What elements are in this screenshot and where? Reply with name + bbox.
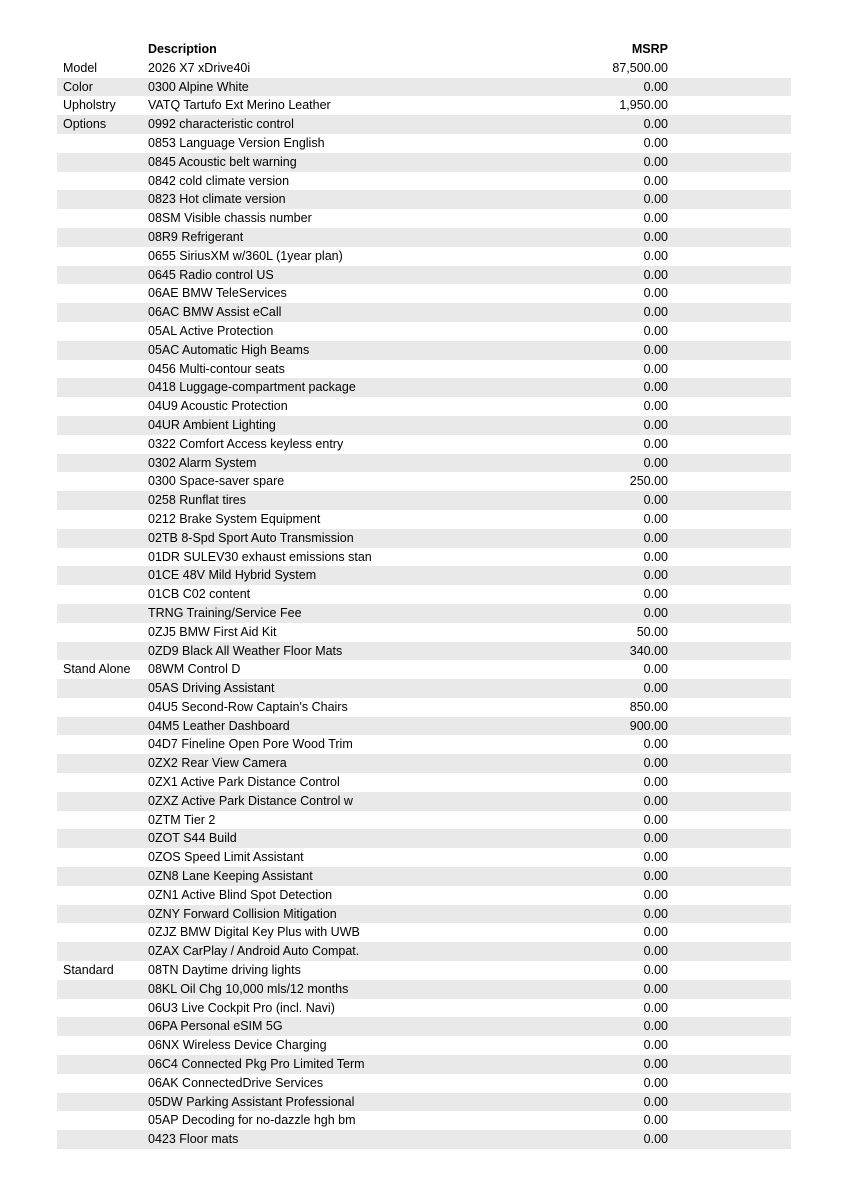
row-description: 0823 Hot climate version xyxy=(148,192,286,207)
row-category: Standard xyxy=(63,963,114,978)
row-msrp: 0.00 xyxy=(643,568,668,583)
spec-table xyxy=(57,40,791,1149)
row-msrp: 0.00 xyxy=(643,549,668,564)
row-description: 08TN Daytime driving lights xyxy=(148,963,301,978)
row-description: 02TB 8-Spd Sport Auto Transmission xyxy=(148,530,354,545)
row-description: 0ZXZ Active Park Distance Control w xyxy=(148,793,353,808)
row-msrp: 0.00 xyxy=(643,1000,668,1015)
table-row xyxy=(57,829,791,848)
table-row xyxy=(57,566,791,585)
table-row xyxy=(57,754,791,773)
row-description: 0655 SiriusXM w/360L (1year plan) xyxy=(148,248,343,263)
row-description: 08WM Control D xyxy=(148,662,241,677)
table-row xyxy=(57,397,791,416)
table-row xyxy=(57,942,791,961)
table-row xyxy=(57,134,791,153)
row-msrp: 0.00 xyxy=(643,737,668,752)
row-description: 01CB C02 content xyxy=(148,587,251,602)
header-msrp: MSRP xyxy=(631,42,668,56)
row-description: 08SM Visible chassis number xyxy=(148,211,312,226)
table-row xyxy=(57,341,791,360)
table-row xyxy=(57,322,791,341)
row-msrp: 0.00 xyxy=(643,493,668,508)
row-description: 0ZAX CarPlay / Android Auto Compat. xyxy=(148,944,360,959)
row-description: 06U3 Live Cockpit Pro (incl. Navi) xyxy=(148,1000,335,1015)
row-description: 06NX Wireless Device Charging xyxy=(148,1038,327,1053)
table-row xyxy=(57,96,791,115)
row-description: 01CE 48V Mild Hybrid System xyxy=(148,568,317,583)
row-msrp: 0.00 xyxy=(643,1038,668,1053)
table-row xyxy=(57,416,791,435)
table-row xyxy=(57,1036,791,1055)
table-row xyxy=(57,172,791,191)
row-description: 01DR SULEV30 exhaust emissions stan xyxy=(148,549,372,564)
table-row xyxy=(57,59,791,78)
row-msrp: 0.00 xyxy=(643,587,668,602)
table-row xyxy=(57,378,791,397)
row-description: TRNG Training/Service Fee xyxy=(148,605,302,620)
row-msrp: 0.00 xyxy=(643,605,668,620)
table-row xyxy=(57,153,791,172)
row-description: 04UR Ambient Lighting xyxy=(148,417,276,432)
row-msrp: 900.00 xyxy=(629,718,668,733)
row-description: 04U5 Second-Row Captain's Chairs xyxy=(148,699,348,714)
table-row xyxy=(57,228,791,247)
row-msrp: 50.00 xyxy=(636,624,668,639)
row-description: 0300 Alpine White xyxy=(148,79,249,94)
table-row xyxy=(57,1074,791,1093)
table-row xyxy=(57,961,791,980)
row-msrp: 0.00 xyxy=(643,79,668,94)
row-msrp: 0.00 xyxy=(643,211,668,226)
row-msrp: 0.00 xyxy=(643,305,668,320)
row-msrp: 0.00 xyxy=(643,417,668,432)
table-row xyxy=(57,717,791,736)
table-row xyxy=(57,284,791,303)
table-row xyxy=(57,773,791,792)
row-msrp: 0.00 xyxy=(643,756,668,771)
row-category: Options xyxy=(63,117,107,132)
row-description: 0ZJ5 BMW First Aid Kit xyxy=(148,624,277,639)
row-description: 05AC Automatic High Beams xyxy=(148,342,310,357)
row-msrp: 250.00 xyxy=(629,474,668,489)
table-header-row xyxy=(57,40,791,59)
row-description: 0845 Acoustic belt warning xyxy=(148,154,297,169)
table-row xyxy=(57,604,791,623)
row-msrp: 0.00 xyxy=(643,793,668,808)
row-msrp: 0.00 xyxy=(643,1075,668,1090)
row-description: 0853 Language Version English xyxy=(148,135,325,150)
row-msrp: 0.00 xyxy=(643,530,668,545)
row-msrp: 0.00 xyxy=(643,135,668,150)
row-msrp: 0.00 xyxy=(643,267,668,282)
row-description: 0ZOS Speed Limit Assistant xyxy=(148,850,304,865)
row-msrp: 0.00 xyxy=(643,775,668,790)
table-row xyxy=(57,435,791,454)
table-row xyxy=(57,735,791,754)
row-description: 0ZTM Tier 2 xyxy=(148,812,216,827)
table-row xyxy=(57,980,791,999)
row-description: 0456 Multi-contour seats xyxy=(148,361,285,376)
row-msrp: 0.00 xyxy=(643,248,668,263)
row-description: 0322 Comfort Access keyless entry xyxy=(148,436,344,451)
row-description: 05AL Active Protection xyxy=(148,323,274,338)
row-description: 0ZX1 Active Park Distance Control xyxy=(148,775,340,790)
row-msrp: 0.00 xyxy=(643,399,668,414)
table-row xyxy=(57,792,791,811)
table-row xyxy=(57,642,791,661)
row-msrp: 0.00 xyxy=(643,850,668,865)
row-msrp: 0.00 xyxy=(643,1113,668,1128)
row-msrp: 0.00 xyxy=(643,455,668,470)
table-row xyxy=(57,848,791,867)
row-description: 0212 Brake System Equipment xyxy=(148,511,321,526)
row-msrp: 0.00 xyxy=(643,192,668,207)
row-msrp: 0.00 xyxy=(643,323,668,338)
table-row xyxy=(57,266,791,285)
table-row xyxy=(57,454,791,473)
table-row xyxy=(57,999,791,1018)
row-description: 06PA Personal eSIM 5G xyxy=(148,1019,283,1034)
row-msrp: 0.00 xyxy=(643,229,668,244)
row-msrp: 0.00 xyxy=(643,173,668,188)
table-row xyxy=(57,1093,791,1112)
row-msrp: 0.00 xyxy=(643,380,668,395)
row-msrp: 0.00 xyxy=(643,154,668,169)
table-row xyxy=(57,548,791,567)
row-description: 0ZN1 Active Blind Spot Detection xyxy=(148,887,333,902)
row-msrp: 0.00 xyxy=(643,1019,668,1034)
table-row xyxy=(57,247,791,266)
table-row xyxy=(57,623,791,642)
table-row xyxy=(57,698,791,717)
row-description: 0258 Runflat tires xyxy=(148,493,246,508)
row-msrp: 0.00 xyxy=(643,361,668,376)
table-row xyxy=(57,209,791,228)
row-msrp: 0.00 xyxy=(643,1094,668,1109)
table-row xyxy=(57,472,791,491)
row-msrp: 0.00 xyxy=(643,887,668,902)
row-description: 06AK ConnectedDrive Services xyxy=(148,1075,324,1090)
row-description: 0302 Alarm System xyxy=(148,455,257,470)
row-description: 08KL Oil Chg 10,000 mls/12 months xyxy=(148,981,349,996)
row-description: 04D7 Fineline Open Pore Wood Trim xyxy=(148,737,353,752)
table-row xyxy=(57,660,791,679)
row-description: 0ZN8 Lane Keeping Assistant xyxy=(148,869,313,884)
row-description: 06C4 Connected Pkg Pro Limited Term xyxy=(148,1057,365,1072)
table-row xyxy=(57,1111,791,1130)
table-row xyxy=(57,886,791,905)
row-description: 0300 Space-saver spare xyxy=(148,474,285,489)
row-msrp: 0.00 xyxy=(643,1132,668,1147)
row-description: 2026 X7 xDrive40i xyxy=(148,60,251,75)
table-row xyxy=(57,1130,791,1149)
row-msrp: 0.00 xyxy=(643,831,668,846)
table-row xyxy=(57,1055,791,1074)
row-description: 0645 Radio control US xyxy=(148,267,274,282)
row-description: 05AS Driving Assistant xyxy=(148,681,275,696)
table-row xyxy=(57,867,791,886)
row-msrp: 0.00 xyxy=(643,1057,668,1072)
row-msrp: 0.00 xyxy=(643,925,668,940)
table-row xyxy=(57,585,791,604)
row-description: VATQ Tartufo Ext Merino Leather xyxy=(148,98,331,113)
row-msrp: 0.00 xyxy=(643,436,668,451)
row-category: Model xyxy=(63,60,98,75)
row-msrp: 0.00 xyxy=(643,681,668,696)
row-description: 04U9 Acoustic Protection xyxy=(148,399,288,414)
table-row xyxy=(57,360,791,379)
row-category: Upholstry xyxy=(63,98,116,113)
table-row xyxy=(57,529,791,548)
row-msrp: 87,500.00 xyxy=(612,60,668,75)
row-msrp: 0.00 xyxy=(643,286,668,301)
row-description: 0ZX2 Rear View Camera xyxy=(148,756,287,771)
row-description: 05DW Parking Assistant Professional xyxy=(148,1094,355,1109)
table-row xyxy=(57,510,791,529)
row-description: 06AE BMW TeleServices xyxy=(148,286,287,301)
row-msrp: 0.00 xyxy=(643,511,668,526)
header-description: Description xyxy=(148,42,217,56)
row-description: 0ZD9 Black All Weather Floor Mats xyxy=(148,643,343,658)
row-description: 0423 Floor mats xyxy=(148,1132,239,1147)
table-body xyxy=(57,59,791,1149)
row-description: 04M5 Leather Dashboard xyxy=(148,718,290,733)
row-description: 0ZNY Forward Collision Mitigation xyxy=(148,906,337,921)
row-category: Stand Alone xyxy=(63,662,131,677)
row-msrp: 0.00 xyxy=(643,944,668,959)
row-description: 0ZJZ BMW Digital Key Plus with UWB xyxy=(148,925,360,940)
row-msrp: 340.00 xyxy=(629,643,668,658)
row-msrp: 0.00 xyxy=(643,662,668,677)
table-row xyxy=(57,811,791,830)
table-row xyxy=(57,923,791,942)
row-category: Color xyxy=(63,79,93,94)
table-row xyxy=(57,115,791,134)
row-msrp: 0.00 xyxy=(643,869,668,884)
row-description: 06AC BMW Assist eCall xyxy=(148,305,282,320)
row-msrp: 0.00 xyxy=(643,981,668,996)
table-row xyxy=(57,303,791,322)
table-row xyxy=(57,905,791,924)
row-description: 0842 cold climate version xyxy=(148,173,290,188)
row-description: 0418 Luggage-compartment package xyxy=(148,380,356,395)
row-description: 05AP Decoding for no-dazzle hgh bm xyxy=(148,1113,356,1128)
row-msrp: 0.00 xyxy=(643,342,668,357)
row-description: 08R9 Refrigerant xyxy=(148,229,244,244)
table-row xyxy=(57,78,791,97)
row-description: 0992 characteristic control xyxy=(148,117,294,132)
row-msrp: 0.00 xyxy=(643,906,668,921)
table-row xyxy=(57,679,791,698)
row-msrp: 0.00 xyxy=(643,117,668,132)
row-description: 0ZOT S44 Build xyxy=(148,831,237,846)
row-msrp: 0.00 xyxy=(643,963,668,978)
row-msrp: 850.00 xyxy=(629,699,668,714)
table-row xyxy=(57,1017,791,1036)
row-msrp: 0.00 xyxy=(643,812,668,827)
table-row xyxy=(57,491,791,510)
table-row xyxy=(57,190,791,209)
row-msrp: 1,950.00 xyxy=(619,98,668,113)
